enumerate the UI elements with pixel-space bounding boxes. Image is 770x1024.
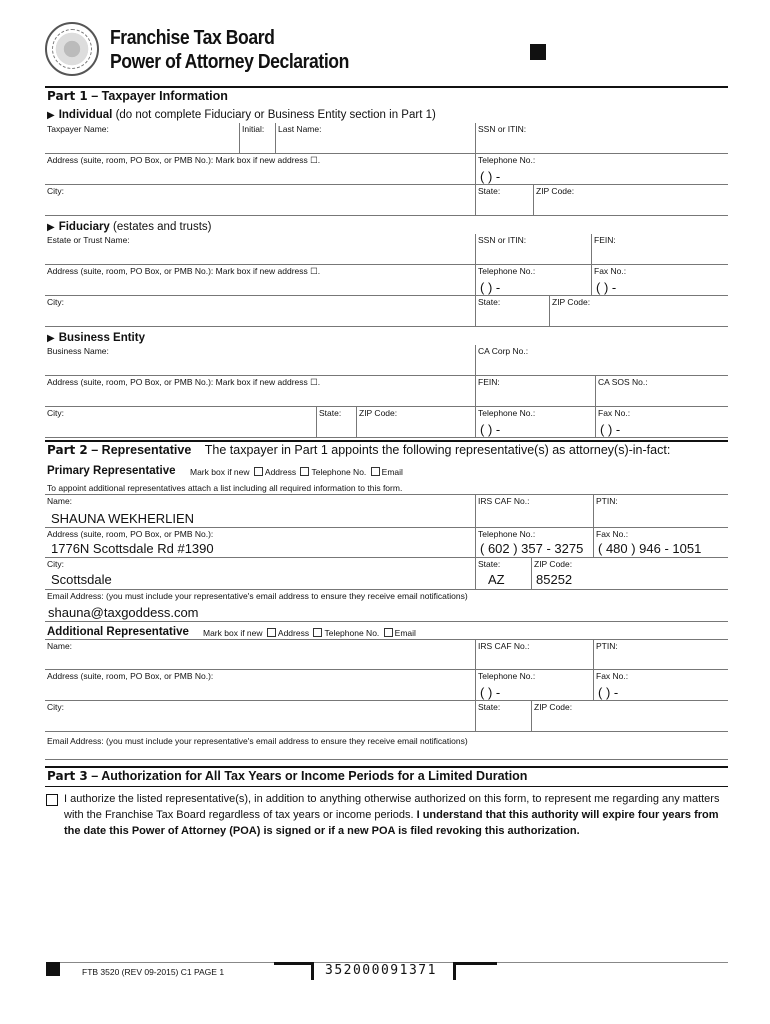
ca-sos-field[interactable]: CA SOS No.:: [596, 376, 728, 407]
additional-reps-instruction: To appoint additional representatives attach a list including all required information to this form.: [47, 483, 403, 493]
primary-address-field[interactable]: Address (suite, room, PO Box, or PMB No.): 1776N Scottsdale Rd #1390: [45, 528, 476, 558]
primary-telephone-field[interactable]: Telephone No.: ( 602 ) 357 - 3275: [476, 528, 594, 558]
additional-ptin-field[interactable]: PTIN:: [594, 639, 728, 670]
primary-ptin-field[interactable]: PTIN:: [594, 494, 728, 528]
taxpayer-address-field[interactable]: Address (suite, room, PO Box, or PMB No.): Mark box if new address ☐.: [45, 154, 476, 185]
business-zip-field[interactable]: ZIP Code:: [357, 407, 476, 438]
individual-section-heading: ▶ Individual (do not complete Fiduciary or Business Entity section in Part 1): [47, 109, 436, 121]
fiduciary-city-field[interactable]: City:: [45, 296, 476, 327]
taxpayer-initial-field[interactable]: Initial:: [240, 123, 276, 154]
title-line-2: Power of Attorney Declaration: [110, 51, 349, 73]
additional-new-phone-checkbox[interactable]: [313, 628, 322, 637]
primary-city-field[interactable]: City: Scottsdale: [45, 558, 476, 590]
additional-state-field[interactable]: State:: [476, 701, 532, 732]
primary-state-field[interactable]: State: AZ: [476, 558, 532, 590]
fiduciary-fein-field[interactable]: FEIN:: [592, 234, 728, 265]
additional-new-email-checkbox[interactable]: [384, 628, 393, 637]
authorization-checkbox[interactable]: [46, 794, 58, 806]
primary-new-address-checkbox[interactable]: [254, 467, 263, 476]
additional-zip-field[interactable]: ZIP Code:: [532, 701, 728, 732]
taxpayer-zip-field[interactable]: ZIP Code:: [534, 185, 728, 216]
business-address-field[interactable]: Address (suite, room, PO Box, or PMB No.): Mark box if new address ☐.: [45, 376, 476, 407]
fiduciary-section-heading: ▶ Fiduciary (estates and trusts): [47, 221, 212, 233]
primary-zip-field[interactable]: ZIP Code: 85252: [532, 558, 728, 590]
business-state-field[interactable]: State:: [317, 407, 357, 438]
fiduciary-address-field[interactable]: Address (suite, room, PO Box, or PMB No.): Mark box if new address ☐.: [45, 265, 476, 296]
seal-emblem-icon: [52, 29, 92, 69]
business-fein-field[interactable]: FEIN:: [476, 376, 596, 407]
additional-new-address-checkbox[interactable]: [267, 628, 276, 637]
primary-mark-new-boxes: Mark box if new Address Telephone No. Email: [190, 467, 403, 477]
part1-heading: Part 1 – Taxpayer Information: [47, 89, 228, 103]
state-seal-logo: [45, 22, 99, 76]
additional-name-field[interactable]: Name:: [45, 639, 476, 670]
part2-divider: [45, 440, 728, 442]
primary-new-email-checkbox[interactable]: [371, 467, 380, 476]
footer-registration-mark-icon: [46, 962, 60, 976]
barcode-number: 352000091371: [325, 963, 437, 978]
part2-heading: Part 2 – Representative The taxpayer in Part 1 appoints the following representative(s) as attorney(s)-in-fact:: [47, 443, 671, 457]
business-section-heading: ▶ Business Entity: [47, 332, 145, 344]
fiduciary-ssn-field[interactable]: SSN or ITIN:: [476, 234, 592, 265]
taxpayer-city-field[interactable]: City:: [45, 185, 476, 216]
business-city-field[interactable]: City:: [45, 407, 317, 438]
primary-rep-heading: Primary Representative: [47, 465, 176, 477]
additional-mark-new-boxes: Mark box if new Address Telephone No. Email: [203, 628, 416, 638]
fiduciary-zip-field[interactable]: ZIP Code:: [550, 296, 728, 327]
additional-address-field[interactable]: Address (suite, room, PO Box, or PMB No.):: [45, 670, 476, 701]
fiduciary-telephone-field[interactable]: Telephone No.: ( ) -: [476, 265, 592, 296]
primary-email-field[interactable]: Email Address: (you must include your representative's email address to ensure they receive email notifications) shauna@taxgoddess.com: [45, 590, 728, 622]
business-name-field[interactable]: Business Name:: [45, 345, 476, 376]
taxpayer-ssn-field[interactable]: SSN or ITIN:: [476, 123, 728, 154]
barcode-left-bracket-icon: [274, 962, 314, 980]
taxpayer-name-field[interactable]: Taxpayer Name:: [45, 123, 240, 154]
part1-divider: [45, 86, 728, 88]
triangle-right-icon: ▶: [47, 333, 55, 344]
additional-irs-caf-field[interactable]: IRS CAF No.:: [476, 639, 594, 670]
authorization-text: I authorize the listed representative(s), in addition to anything otherwise authorized on this form, to represent me regarding any matters with the Franchise Tax Board regardless of tax years or income periods. I understand that this authority will expire four years from the date this Power of Attorney (POA) is signed or if a new POA is filed revoking this authorization.: [64, 793, 720, 837]
primary-fax-field[interactable]: Fax No.: ( 480 ) 946 - 1051: [594, 528, 728, 558]
title-line-1: Franchise Tax Board: [110, 27, 275, 49]
triangle-right-icon: ▶: [47, 110, 55, 121]
estate-name-field[interactable]: Estate or Trust Name:: [45, 234, 476, 265]
additional-fax-field[interactable]: Fax No.: ( ) -: [594, 670, 728, 701]
taxpayer-state-field[interactable]: State:: [476, 185, 534, 216]
registration-mark-icon: [530, 44, 546, 60]
additional-email-field[interactable]: Email Address: (you must include your representative's email address to ensure they receive email notifications): [45, 732, 728, 760]
triangle-right-icon: ▶: [47, 222, 55, 233]
additional-telephone-field[interactable]: Telephone No.: ( ) -: [476, 670, 594, 701]
form-identifier: FTB 3520 (REV 09-2015) C1 PAGE 1: [82, 967, 225, 977]
taxpayer-telephone-field[interactable]: Telephone No.: ( ) -: [476, 154, 728, 185]
business-fax-field[interactable]: Fax No.: ( ) -: [596, 407, 728, 438]
primary-new-phone-checkbox[interactable]: [300, 467, 309, 476]
part3-heading: Part 3 – Authorization for All Tax Years or Income Periods for a Limited Duration: [47, 769, 528, 783]
additional-city-field[interactable]: City:: [45, 701, 476, 732]
fiduciary-state-field[interactable]: State:: [476, 296, 550, 327]
part3-underline: [45, 786, 728, 787]
ca-corp-field[interactable]: CA Corp No.:: [476, 345, 728, 376]
additional-rep-heading: Additional Representative: [47, 626, 189, 638]
business-telephone-field[interactable]: Telephone No.: ( ) -: [476, 407, 596, 438]
taxpayer-last-name-field[interactable]: Last Name:: [276, 123, 476, 154]
primary-name-field[interactable]: Name: SHAUNA WEKHERLIEN: [45, 494, 476, 528]
fiduciary-fax-field[interactable]: Fax No.: ( ) -: [592, 265, 728, 296]
part3-divider: [45, 766, 728, 768]
page-title: [110, 26, 349, 74]
barcode-right-bracket-icon: [453, 962, 497, 980]
primary-irs-caf-field[interactable]: IRS CAF No.:: [476, 494, 594, 528]
